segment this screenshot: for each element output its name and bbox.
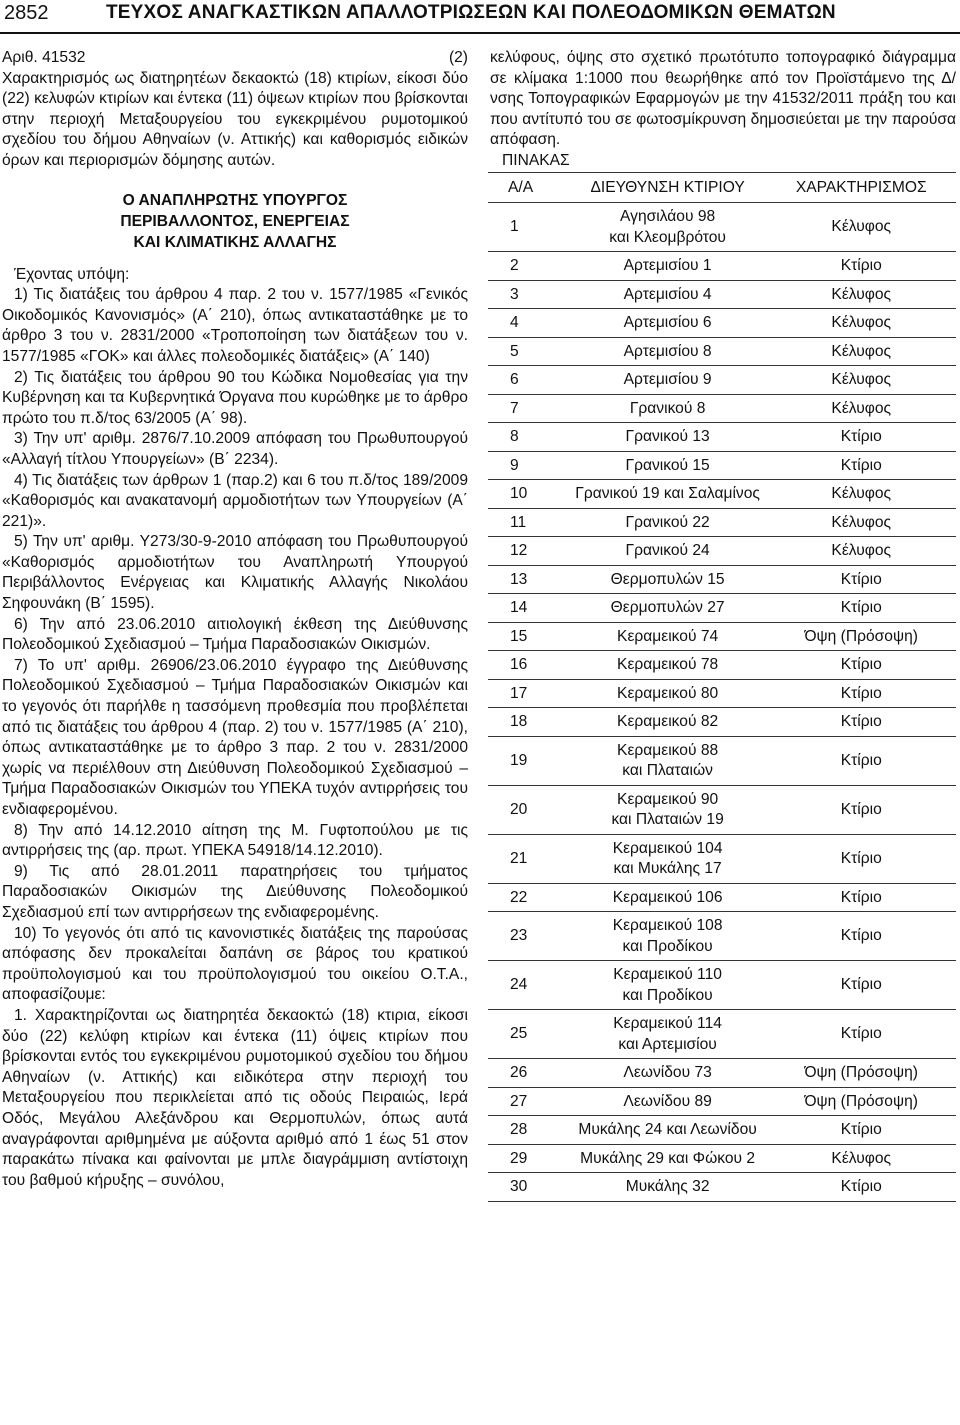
row-classification: Κτίριο bbox=[766, 594, 956, 623]
row-number: 29 bbox=[488, 1144, 569, 1173]
paragraph-1: 1) Τις διατάξεις του άρθρου 4 παρ. 2 του ν. 1577/1985 «Γενικός Οικοδομικός Κανονισμός» (Α΄ 210), όπως αντικαταστάθηκε με το άρθρο 3 του ν. 2831/2000 «Τροποποίηση των διατάξεων του ν. 1577/1985 «ΓΟΚ» και άλλες πολεοδομικές διατάξεις» (Α΄ 140) bbox=[2, 286, 468, 365]
address-line: Αρτεμισίου 8 bbox=[623, 342, 712, 360]
minister-line: ΚΑΙ ΚΛΙΜΑΤΙΚΗΣ ΑΛΛΑΓΗΣ bbox=[133, 233, 337, 251]
row-address bbox=[569, 366, 767, 395]
table-row bbox=[488, 594, 956, 623]
page-header bbox=[0, 0, 960, 34]
row-classification: Κέλυφος bbox=[766, 537, 956, 566]
address-line: Λεωνίδου 73 bbox=[623, 1064, 712, 1082]
row-address bbox=[569, 651, 767, 680]
row-number: 17 bbox=[488, 679, 569, 708]
row-number: 10 bbox=[488, 480, 569, 509]
row-address bbox=[569, 961, 767, 1010]
row-classification: Κέλυφος bbox=[766, 203, 956, 252]
address-line: και Κλεομβρότου bbox=[609, 228, 726, 246]
row-classification: Κέλυφος bbox=[766, 394, 956, 423]
row-number: 20 bbox=[488, 785, 569, 834]
row-number: 2 bbox=[488, 252, 569, 281]
table-row bbox=[488, 912, 956, 961]
row-classification: Κτίριο bbox=[766, 565, 956, 594]
row-classification: Κτίριο bbox=[766, 651, 956, 680]
row-number: 7 bbox=[488, 394, 569, 423]
row-classification: Κτίριο bbox=[766, 423, 956, 452]
row-classification: Κτίριο bbox=[766, 883, 956, 912]
right-column bbox=[490, 48, 956, 1202]
decision-ordinal: (2) bbox=[448, 49, 468, 66]
row-number: 19 bbox=[488, 736, 569, 785]
decision-subject: Χαρακτηρισμός ως διατηρητέων δεκαοκτώ (18) κτιρίων, είκοσι δύο (22) κελυφών κτιρίων και έντεκα (11) όψεων κτιρίων που βρίσκονται στην περιοχή Μεταξουργείου του εγκεκριμένου ρυμοτομικού σχεδίου του δήμου Αθηναίων (ν. Αττικής) και καθορισμός ειδικών όρων και περιορισμών δόμησης αυτών. bbox=[2, 69, 468, 169]
address-line: Θερμοπυλών 15 bbox=[610, 570, 725, 588]
table-row bbox=[488, 280, 956, 309]
row-address bbox=[569, 309, 767, 338]
row-number: 13 bbox=[488, 565, 569, 594]
address-line: Μυκάλης 29 και Φώκου 2 bbox=[580, 1149, 756, 1167]
left-column bbox=[2, 48, 468, 1191]
address-line: Αρτεμισίου 1 bbox=[623, 257, 712, 275]
table-row bbox=[488, 451, 956, 480]
table-row bbox=[488, 394, 956, 423]
address-line: Κεραμεικού 108 bbox=[612, 917, 723, 935]
row-address bbox=[569, 1116, 767, 1145]
row-classification: Κτίριο bbox=[766, 785, 956, 834]
row-address bbox=[569, 736, 767, 785]
paragraph-4: 4) Τις διατάξεις των άρθρων 1 (παρ.2) και 6 του π.δ/τος 189/2009 «Καθορισμός και ανακατανομή αρμοδιοτήτων των Υπουργείων (Α΄ 221)». bbox=[2, 471, 468, 530]
row-address bbox=[569, 337, 767, 366]
table-row bbox=[488, 1087, 956, 1116]
row-classification: Κτίριο bbox=[766, 912, 956, 961]
paragraph-10: 10) Το γεγονός ότι από τις κανονιστικές διατάξεις της παρούσας απόφασης δεν προκαλείται δαπάνη σε βάρος του κρατικού προϋπολογισμού και του προϋπολογισμού του οικείου Ο.Τ.Α., αποφασίζουμε: bbox=[2, 924, 468, 1004]
row-address bbox=[569, 203, 767, 252]
row-address bbox=[569, 537, 767, 566]
table-row bbox=[488, 480, 956, 509]
table-row bbox=[488, 366, 956, 395]
row-number: 6 bbox=[488, 366, 569, 395]
decision-article-1: 1. Χαρακτηρίζονται ως διατηρητέα δεκαοκτώ (18) κτιρια, είκοσι δύο (22) κελύφη κτιρίων και έντεκα (11) όψεις κτιρίων που βρίσκονται εντός του εγκεκριμένου ρυμοτομικού σχεδίου του δήμου Αθηναίων (ν. Αττικής) και ειδικότερα στην περιοχή του Μεταξουργείου που περικλείεται από τις οδούς Πειραιώς, Ιερά Οδός, Μεγάλου Αλεξάνδρου και Θερμοπυλών, όπως αυτά αναγράφονται αριθμημένα με αύξοντα αριθμό από 1 έως 51 στον παρακάτω πίνακα και φαίνονται με μπλε διαγράμμιση αντίστοιχη του βαθμού κήρυξης – συνόλου, bbox=[2, 1006, 468, 1189]
row-address bbox=[569, 508, 767, 537]
row-number: 25 bbox=[488, 1010, 569, 1059]
row-number: 16 bbox=[488, 651, 569, 680]
address-line: Αγησιλάου 98 bbox=[620, 208, 716, 226]
paragraph-6: 6) Την από 23.06.2010 αιτιολογική έκθεση της Διεύθυνσης Πολεοδομικού Σχεδιασμού – Τμήμα Παραδοσιακών Οικισμών. bbox=[2, 615, 468, 654]
minister-line: Ο ΑΝΑΠΛΗΡΩΤΗΣ ΥΠΟΥΡΓΟΣ bbox=[122, 191, 348, 209]
row-address bbox=[569, 451, 767, 480]
address-line: Γρανικού 13 bbox=[625, 428, 710, 446]
row-number: 3 bbox=[488, 280, 569, 309]
row-address bbox=[569, 1173, 767, 1202]
address-line: Αρτεμισίου 9 bbox=[623, 371, 712, 389]
row-number: 30 bbox=[488, 1173, 569, 1202]
address-line: Μυκάλης 24 και Λεωνίδου bbox=[578, 1121, 757, 1139]
row-classification: Κέλυφος bbox=[766, 366, 956, 395]
table-row bbox=[488, 252, 956, 281]
address-line: Γρανικού 22 bbox=[625, 513, 710, 531]
row-classification: Κτίριο bbox=[766, 736, 956, 785]
row-address bbox=[569, 912, 767, 961]
row-number: 27 bbox=[488, 1087, 569, 1116]
address-line: Κεραμεικού 74 bbox=[617, 627, 719, 645]
paragraph-3: 3) Την υπ' αριθμ. 2876/7.10.2009 απόφαση του Πρωθυπουργού «Αλλαγή τίτλου Υπουργείων» (Β΄ 2234). bbox=[2, 430, 468, 468]
decision-heading bbox=[2, 48, 468, 69]
paragraph-8: 8) Την από 14.12.2010 αίτηση της Μ. Γυφτοπούλου με τις αντιρρήσεις της (αρ. πρωτ. ΥΠΕΚΑ 54918/14.12.2010). bbox=[2, 821, 468, 860]
paragraph-9: 9) Τις από 28.01.2011 παρατηρήσεις του τμήματος Παραδοσιακών Οικισμών της Διεύθυνσης Πολεοδομικού Σχεδιασμού επί των αντιρρήσεων της ενδιαφερομένης. bbox=[2, 862, 468, 921]
table-row bbox=[488, 736, 956, 785]
table-row bbox=[488, 679, 956, 708]
row-number: 5 bbox=[488, 337, 569, 366]
table-row bbox=[488, 1116, 956, 1145]
address-line: Κεραμεικού 106 bbox=[612, 888, 723, 906]
table-caption: ΠΙΝΑΚΑΣ bbox=[502, 151, 570, 169]
paragraph-5: 5) Την υπ' αριθμ. Υ273/30-9-2010 απόφαση του Πρωθυπουργού «Καθορισμός αρμοδιοτήτων του Αναπληρωτή Υπουργού Περιβάλλοντος Ενέργειας και Κλιματικής Αλλαγής Νικολάου Σηφουνάκη (Β΄ 1595). bbox=[2, 533, 468, 613]
table-row bbox=[488, 785, 956, 834]
table-row bbox=[488, 1059, 956, 1088]
row-address bbox=[569, 565, 767, 594]
address-line: Λεωνίδου 89 bbox=[623, 1092, 712, 1110]
column-header-number: Α/Α bbox=[488, 172, 569, 203]
table-row bbox=[488, 883, 956, 912]
row-classification: Κέλυφος bbox=[766, 1144, 956, 1173]
row-classification: Κέλυφος bbox=[766, 508, 956, 537]
row-number: 22 bbox=[488, 883, 569, 912]
gazette-title: ΤΕΥΧΟΣ ΑΝΑΓΚΑΣΤΙΚΩΝ ΑΠΑΛΛΟΤΡΙΩΣΕΩΝ ΚΑΙ ΠΟΛΕΟΔΟΜΙΚΩΝ ΘΕΜΑΤΩΝ bbox=[106, 2, 836, 23]
table-row bbox=[488, 203, 956, 252]
address-line: Κεραμεικού 90 bbox=[617, 790, 719, 808]
row-address bbox=[569, 594, 767, 623]
row-classification: Όψη (Πρόσοψη) bbox=[766, 622, 956, 651]
address-line: Κεραμεικού 78 bbox=[617, 656, 719, 674]
row-address bbox=[569, 252, 767, 281]
having-regard-label: Έχοντας υπόψη: bbox=[14, 265, 130, 283]
table-row bbox=[488, 508, 956, 537]
row-address bbox=[569, 1087, 767, 1116]
row-number: 12 bbox=[488, 537, 569, 566]
column-header-address: ΔΙΕΥΘΥΝΣΗ ΚΤΙΡΙΟΥ bbox=[569, 172, 767, 203]
row-classification: Όψη (Πρόσοψη) bbox=[766, 1059, 956, 1088]
row-address bbox=[569, 480, 767, 509]
row-number: 28 bbox=[488, 1116, 569, 1145]
address-line: Μυκάλης 32 bbox=[625, 1178, 710, 1196]
address-line: Γρανικού 24 bbox=[625, 542, 710, 560]
table-body bbox=[488, 203, 956, 1202]
address-line: και Πλαταιών bbox=[622, 762, 713, 780]
table-row bbox=[488, 337, 956, 366]
row-classification: Κέλυφος bbox=[766, 309, 956, 338]
row-classification: Κέλυφος bbox=[766, 480, 956, 509]
table-row bbox=[488, 1173, 956, 1202]
row-address bbox=[569, 883, 767, 912]
address-line: και Προδίκου bbox=[622, 937, 713, 955]
row-address bbox=[569, 622, 767, 651]
row-classification: Κέλυφος bbox=[766, 280, 956, 309]
row-address bbox=[569, 708, 767, 737]
address-line: Αρτεμισίου 6 bbox=[623, 314, 712, 332]
table-row bbox=[488, 309, 956, 338]
row-number: 8 bbox=[488, 423, 569, 452]
row-classification: Κτίριο bbox=[766, 451, 956, 480]
table-row bbox=[488, 565, 956, 594]
row-classification: Κτίριο bbox=[766, 1173, 956, 1202]
header-rule bbox=[0, 32, 960, 34]
row-number: 1 bbox=[488, 203, 569, 252]
address-line: Κεραμεικού 88 bbox=[617, 741, 719, 759]
column-header-classification: ΧΑΡΑΚΤΗΡΙΣΜΟΣ bbox=[766, 172, 956, 203]
row-address bbox=[569, 785, 767, 834]
row-classification: Κτίριο bbox=[766, 708, 956, 737]
table-row bbox=[488, 622, 956, 651]
table-row bbox=[488, 651, 956, 680]
minister-title bbox=[2, 190, 468, 253]
row-classification: Κέλυφος bbox=[766, 337, 956, 366]
row-number: 21 bbox=[488, 834, 569, 883]
address-line: και Μυκάλης 17 bbox=[613, 860, 722, 878]
listed-buildings-table bbox=[488, 172, 956, 1202]
row-number: 4 bbox=[488, 309, 569, 338]
address-line: Γρανικού 15 bbox=[625, 456, 710, 474]
row-address bbox=[569, 834, 767, 883]
row-number: 24 bbox=[488, 961, 569, 1010]
row-classification: Κτίριο bbox=[766, 961, 956, 1010]
address-line: και Πλαταιών 19 bbox=[611, 811, 724, 829]
table-row bbox=[488, 708, 956, 737]
address-line: Κεραμεικού 80 bbox=[617, 684, 719, 702]
table-row bbox=[488, 1144, 956, 1173]
address-line: και Προδίκου bbox=[622, 986, 713, 1004]
row-classification: Κτίριο bbox=[766, 252, 956, 281]
row-classification: Κτίριο bbox=[766, 679, 956, 708]
row-number: 9 bbox=[488, 451, 569, 480]
row-number: 23 bbox=[488, 912, 569, 961]
row-address bbox=[569, 423, 767, 452]
row-address bbox=[569, 1059, 767, 1088]
address-line: Αρτεμισίου 4 bbox=[623, 285, 712, 303]
row-classification: Κτίριο bbox=[766, 1010, 956, 1059]
paragraph-2: 2) Τις διατάξεις του άρθρου 90 του Κώδικα Νομοθεσίας για την Κυβέρνηση και τα Κυβερνητικά Όργανα που κυρώθηκε με το άρθρο πρώτο του π.δ/τος 63/2005 (Α΄ 98). bbox=[2, 368, 468, 427]
address-line: Γρανικού 19 και Σαλαμίνος bbox=[575, 485, 760, 503]
table-row bbox=[488, 834, 956, 883]
row-address bbox=[569, 1010, 767, 1059]
minister-line: ΠΕΡΙΒΑΛΛΟΝΤΟΣ, ΕΝΕΡΓΕΙΑΣ bbox=[120, 212, 350, 230]
row-address bbox=[569, 1144, 767, 1173]
row-address bbox=[569, 679, 767, 708]
table-row bbox=[488, 961, 956, 1010]
row-classification: Όψη (Πρόσοψη) bbox=[766, 1087, 956, 1116]
address-line: Κεραμεικού 114 bbox=[613, 1015, 722, 1033]
address-line: Θερμοπυλών 27 bbox=[610, 599, 725, 617]
table-row bbox=[488, 423, 956, 452]
decision-number: Αριθ. 41532 bbox=[2, 49, 86, 66]
address-line: και Αρτεμισίου bbox=[618, 1035, 717, 1053]
row-classification: Κτίριο bbox=[766, 834, 956, 883]
row-classification: Κτίριο bbox=[766, 1116, 956, 1145]
table-row bbox=[488, 537, 956, 566]
row-number: 18 bbox=[488, 708, 569, 737]
row-number: 26 bbox=[488, 1059, 569, 1088]
row-address bbox=[569, 280, 767, 309]
page-number: 2852 bbox=[4, 2, 49, 24]
row-address bbox=[569, 394, 767, 423]
row-number: 15 bbox=[488, 622, 569, 651]
table-header-row bbox=[488, 172, 956, 203]
row-number: 14 bbox=[488, 594, 569, 623]
table-row bbox=[488, 1010, 956, 1059]
address-line: Γρανικού 8 bbox=[629, 399, 706, 417]
address-line: Κεραμεικού 82 bbox=[617, 713, 719, 731]
continuation-text: κελύφους, όψης στο σχετικό πρωτότυπο τοπογραφικό διάγραμμα σε κλίμακα 1:1000 που θεωρήθηκε από τον Προϊστάμενο της Δ/νσης Τοπογραφικών Εφαρμογών με την 41532/2011 πράξη του και που αντίτυπό του σε φωτοσμίκρυνση δημοσιεύεται με την παρούσα απόφαση. bbox=[490, 49, 956, 149]
address-line: Κεραμεικού 110 bbox=[613, 966, 722, 984]
row-number: 11 bbox=[488, 508, 569, 537]
address-line: Κεραμεικού 104 bbox=[612, 839, 723, 857]
paragraph-7: 7) Το υπ' αριθμ. 26906/23.06.2010 έγγραφο της Διεύθυνσης Πολεοδομικού Σχεδιασμού – Τμήμα Παραδοσιακών Οικισμών και το γεγονός ότι παρήλθε η τασσόμενη προθεσμία που προβλέπεται από τις διατάξεις του άρθρου 4 (παρ. 2) του ν. 1577/1985 (Α΄ 210), όπως αντικαταστάθηκε με το άρθρο 3 παρ. 2 του ν. 2831/2000 χωρίς να περιέλθουν στη Διεύθυνση Πολεοδομικού Σχεδιασμού – Τμήμα Παραδοσιακών Οικισμών του ΥΠΕΚΑ τυχόν αντιρρήσεις του ενδιαφερομένου. bbox=[2, 656, 468, 818]
